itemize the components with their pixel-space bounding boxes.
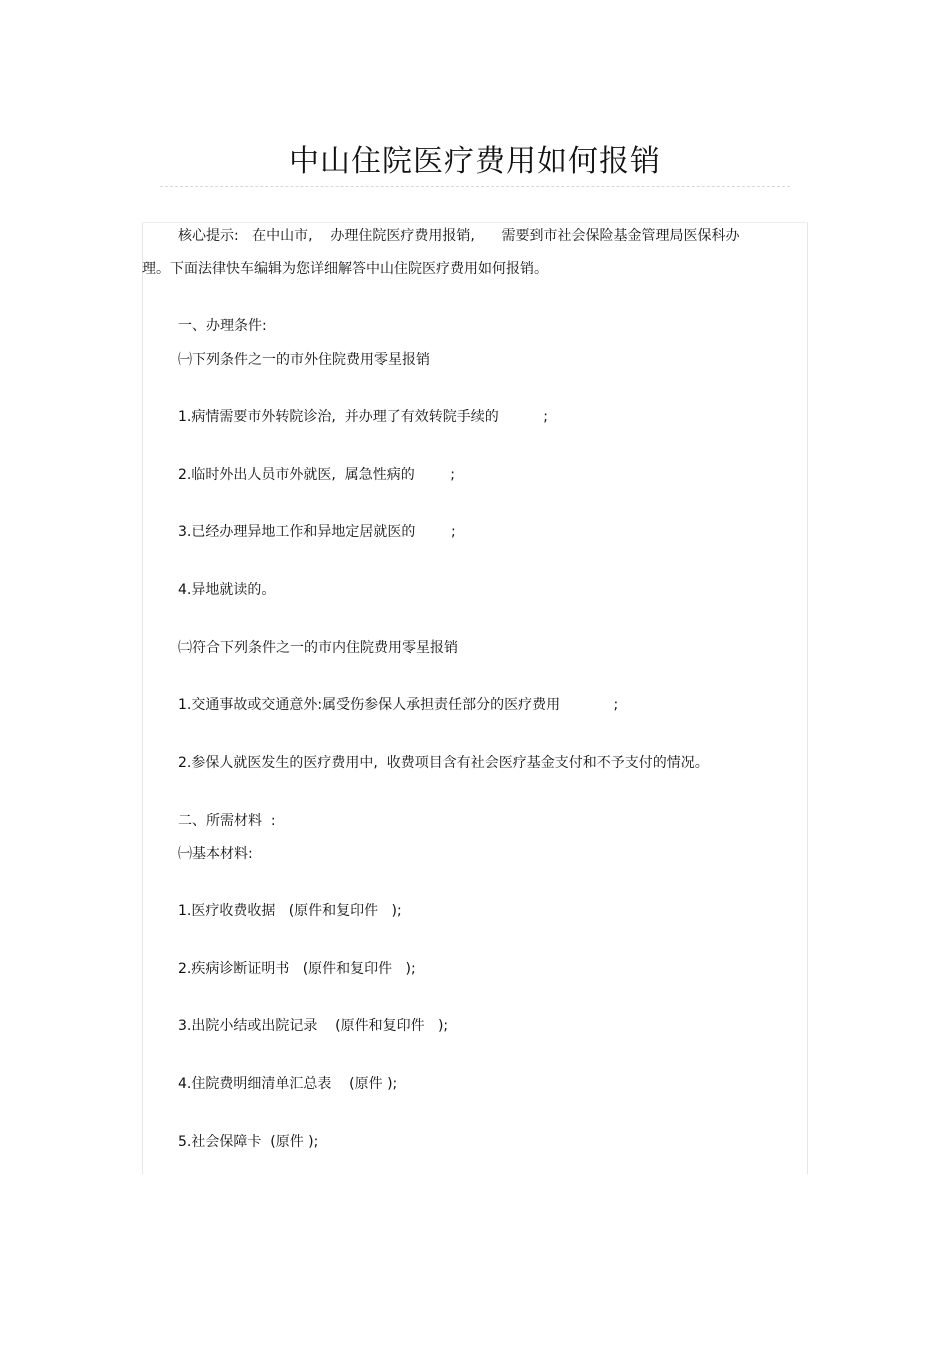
list-item: 4.住院费明细清单汇总表 (原件 ); <box>178 1076 398 1092</box>
intro-line-2: 理。下面法律快车编辑为您详细解答中山住院医疗费用如何报销。 <box>142 261 548 277</box>
list-item: 5.社会保障卡 (原件 ); <box>178 1134 319 1150</box>
list-item: 3.出院小结或出院记录 (原件和复印件 ); <box>178 1018 449 1034</box>
list-item: 1.病情需要市外转院诊治, 并办理了有效转院手续的 ; <box>178 409 548 425</box>
intro-line-1: 核心提示: 在中山市, 办理住院医疗费用报销, 需要到市社会保险基金管理局医保科办 <box>178 228 740 244</box>
list-item: 1.交通事故或交通意外:属受伤参保人承担责任部分的医疗费用 ; <box>178 697 619 713</box>
list-item: 3.已经办理异地工作和异地定居就医的 ; <box>178 524 456 540</box>
list-item: 1.医疗收费收据 (原件和复印件 ); <box>178 903 402 919</box>
title-divider <box>160 186 790 187</box>
subsection-out-of-city: ㈠下列条件之一的市外住院费用零星报销 <box>178 352 430 368</box>
page-title: 中山住院医疗费用如何报销 <box>289 144 661 179</box>
list-item: 4.异地就读的。 <box>178 582 276 598</box>
section-heading-conditions: 一、办理条件: <box>178 318 267 334</box>
section-heading-materials: 二、所需材料 : <box>178 813 276 829</box>
list-item: 2.参保人就医发生的医疗费用中, 收费项目含有社会医疗基金支付和不予支付的情况。 <box>178 755 709 771</box>
subsection-in-city: ㈡符合下列条件之一的市内住院费用零星报销 <box>178 640 458 656</box>
list-item: 2.疾病诊断证明书 (原件和复印件 ); <box>178 961 416 977</box>
subsection-basic-materials: ㈠基本材料: <box>178 846 253 862</box>
content-frame-top-rule <box>142 222 806 223</box>
list-item: 2.临时外出人员市外就医, 属急性病的 ; <box>178 467 456 483</box>
